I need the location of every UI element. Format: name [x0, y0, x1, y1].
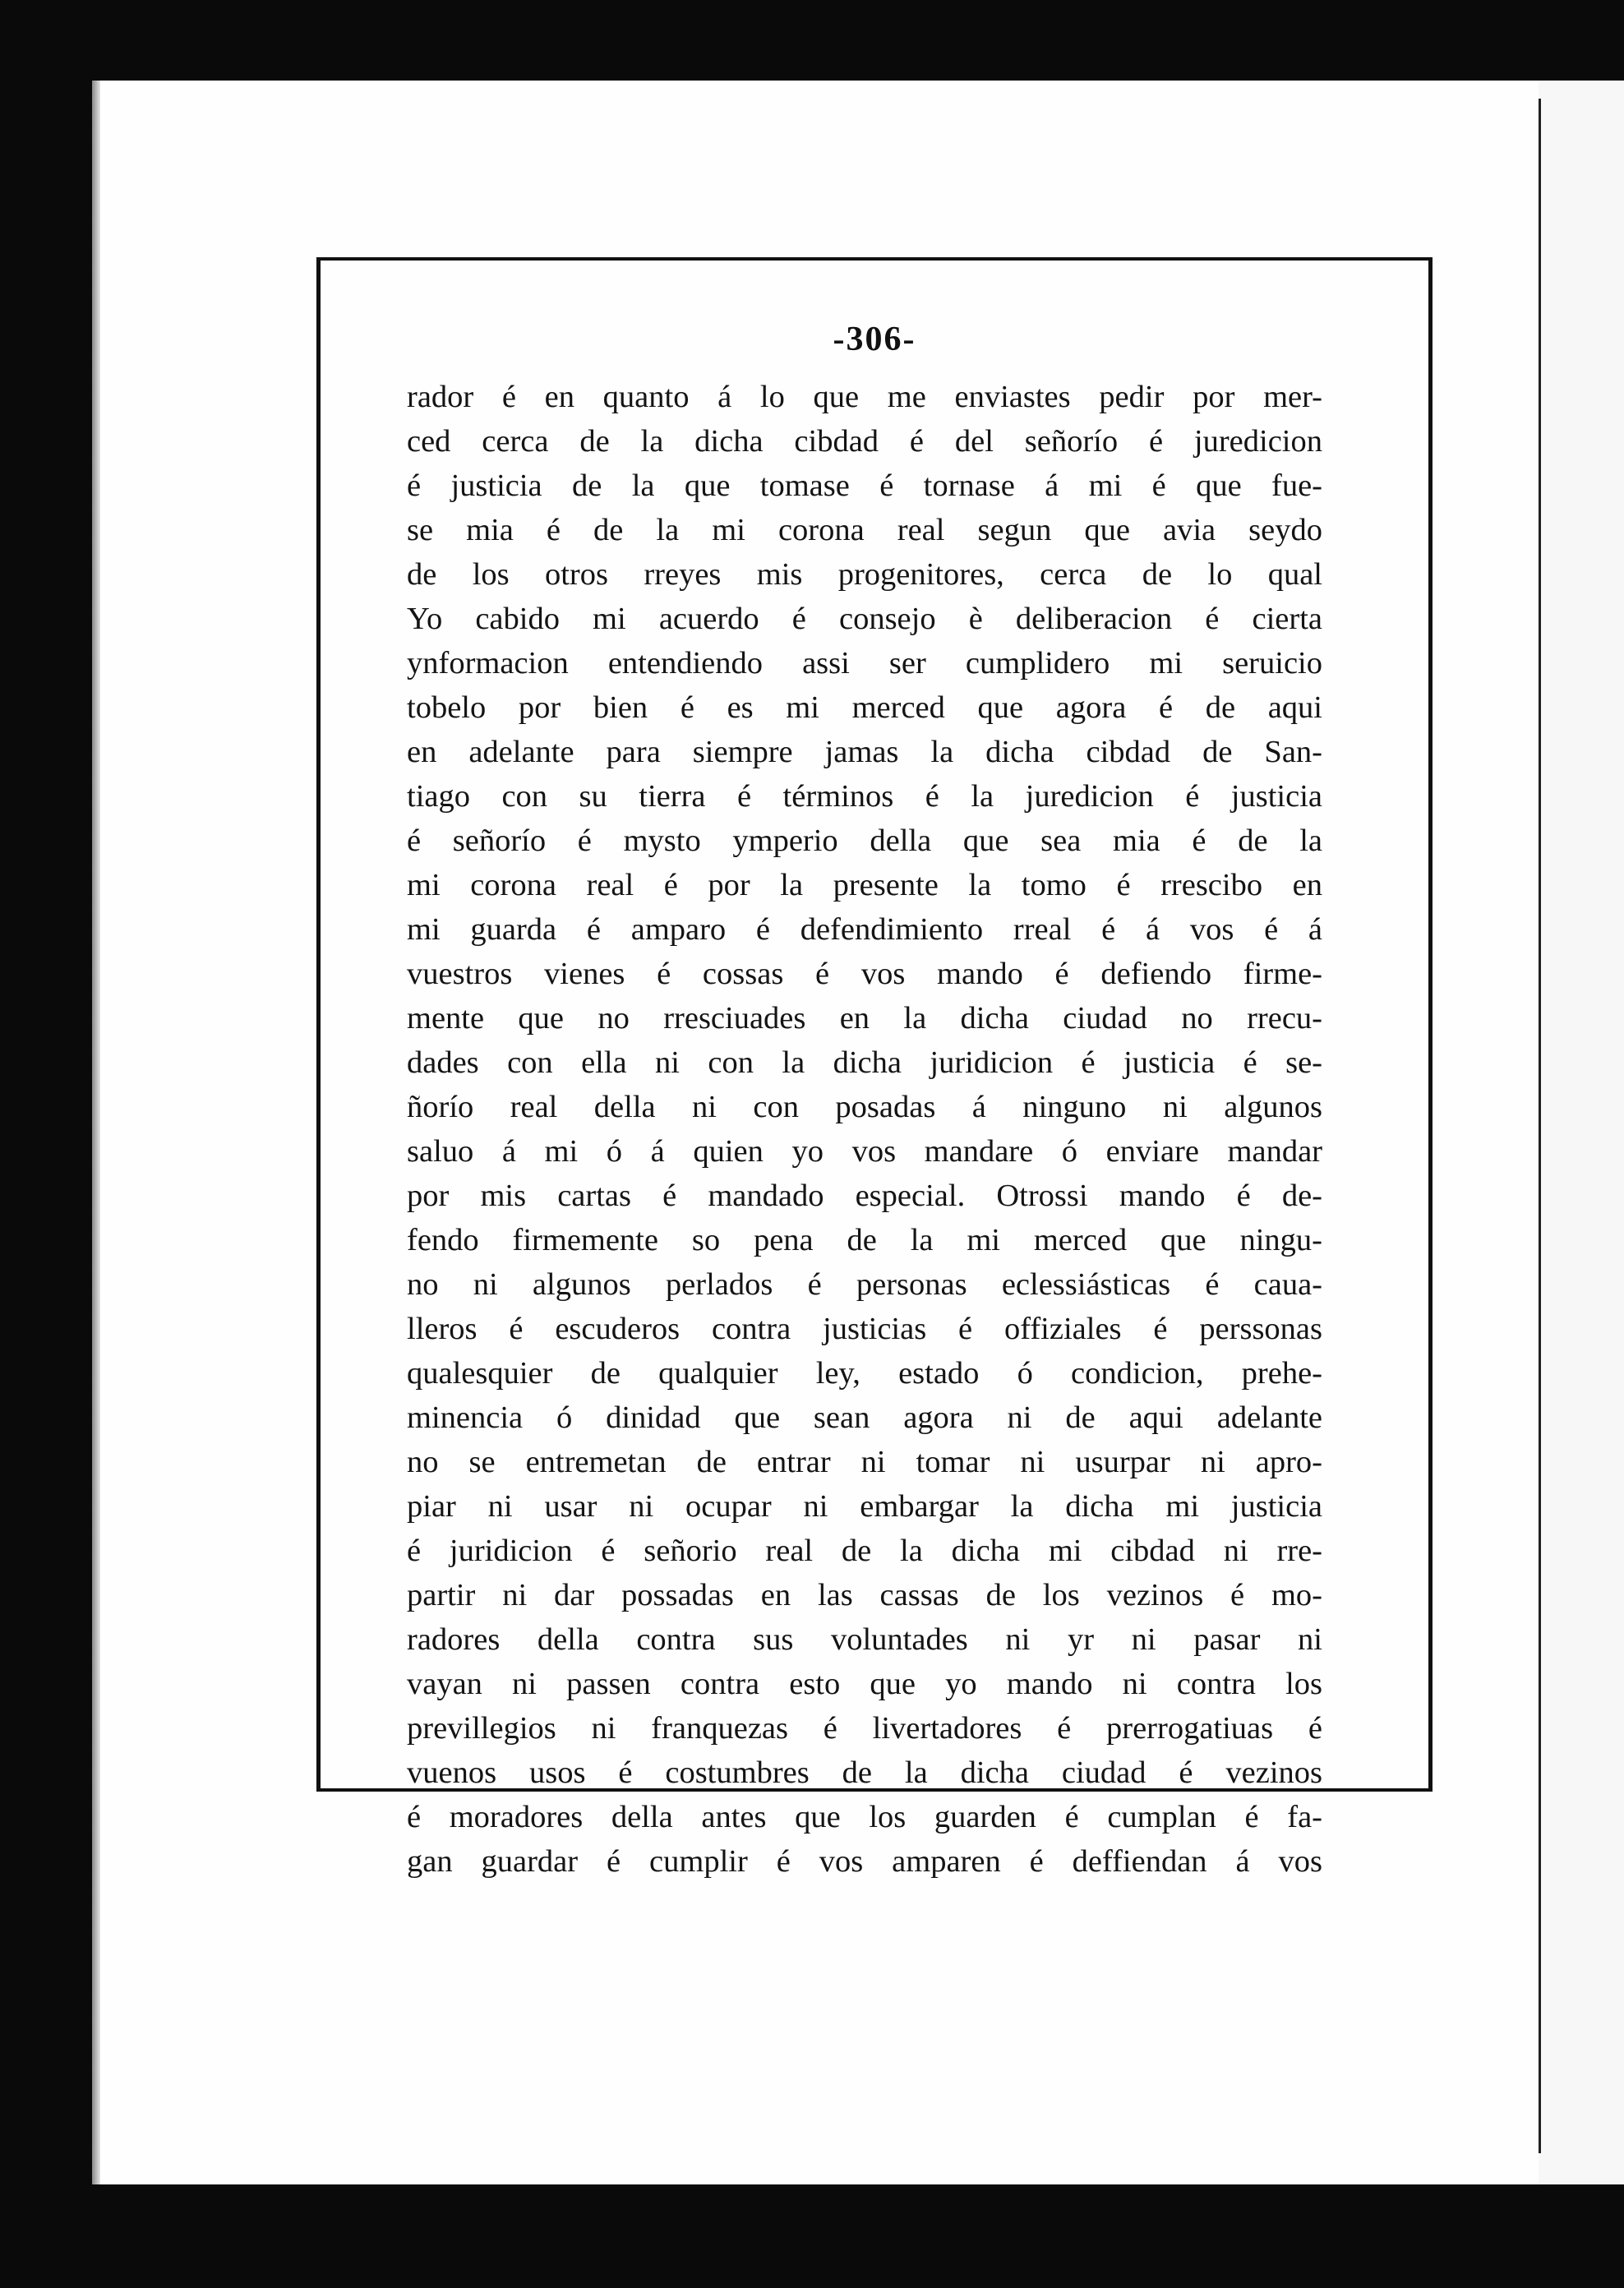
- text-line: previllegios ni franquezas é livertadores é prerrogatiuas é: [407, 1711, 1322, 1746]
- text-line: fendo firmemente so pena de la mi merced que ningu-: [407, 1223, 1322, 1257]
- text-line: mi corona real é por la presente la tomo é rrescibo en: [407, 868, 1322, 902]
- facing-page-edge: [1539, 81, 1624, 2184]
- book-spine-line: [1539, 99, 1541, 2153]
- page-number: -306-: [833, 321, 916, 358]
- text-line: lleros é escuderos contra justicias é offiziales é perssonas: [407, 1312, 1322, 1346]
- text-line: no se entremetan de entrar ni tomar ni usurpar ni apro-: [407, 1445, 1322, 1479]
- text-line: qualesquier de qualquier ley, estado ó condicion, prehe-: [407, 1356, 1322, 1391]
- text-line: é justicia de la que tomase é tornase á mi é que fue-: [407, 468, 1322, 503]
- text-line: é moradores della antes que los guarden é cumplan é fa-: [407, 1800, 1322, 1834]
- text-line: partir ni dar possadas en las cassas de los vezinos é mo-: [407, 1578, 1322, 1612]
- text-line: no ni algunos perlados é personas eclessiásticas é caua-: [407, 1267, 1322, 1302]
- text-frame-border: [316, 257, 1433, 1879]
- text-line: mi guarda é amparo é defendimiento rreal é á vos é á: [407, 912, 1322, 947]
- body-text: [407, 375, 1322, 1884]
- text-line: saluo á mi ó á quien yo vos mandare ó enviare mandar: [407, 1134, 1322, 1169]
- text-line: gan guardar é cumplir é vos amparen é deffiendan á vos: [407, 1844, 1322, 1879]
- text-line: ynformacion entendiendo assi ser cumplidero mi seruicio: [407, 646, 1322, 680]
- text-line: por mis cartas é mandado especial. Otrossi mando é de-: [407, 1179, 1322, 1213]
- text-line: tobelo por bien é es mi merced que agora é de aqui: [407, 690, 1322, 725]
- text-line: vuestros vienes é cossas é vos mando é defiendo firme-: [407, 957, 1322, 991]
- text-line: Yo cabido mi acuerdo é consejo è deliberacion é cierta: [407, 602, 1322, 636]
- text-line: rador é en quanto á lo que me enviastes pedir por mer-: [407, 380, 1322, 414]
- text-line: é señorío é mysto ymperio della que sea mia é de la: [407, 823, 1322, 858]
- page-left-edge: [92, 81, 100, 2184]
- text-line: ced cerca de la dicha cibdad é del señorío é juredicion: [407, 424, 1322, 459]
- text-line: radores della contra sus voluntades ni yr ni pasar ni: [407, 1622, 1322, 1657]
- text-line: é juridicion é señorio real de la dicha mi cibdad ni rre-: [407, 1534, 1322, 1568]
- text-line: piar ni usar ni ocupar ni embargar la dicha mi justicia: [407, 1489, 1322, 1524]
- text-line: vayan ni passen contra esto que yo mando ni contra los: [407, 1667, 1322, 1701]
- text-line: en adelante para siempre jamas la dicha cibdad de San-: [407, 735, 1322, 769]
- text-line: ñorío real della ni con posadas á ninguno ni algunos: [407, 1090, 1322, 1124]
- text-line: minencia ó dinidad que sean agora ni de aqui adelante: [407, 1400, 1322, 1435]
- text-line: vuenos usos é costumbres de la dicha ciudad é vezinos: [407, 1755, 1322, 1790]
- text-line: tiago con su tierra é términos é la juredicion é justicia: [407, 779, 1322, 814]
- text-line: dades con ella ni con la dicha juridicion é justicia é se-: [407, 1045, 1322, 1080]
- text-line: de los otros rreyes mis progenitores, cerca de lo qual: [407, 557, 1322, 592]
- text-line: mente que no rresciuades en la dicha ciudad no rrecu-: [407, 1001, 1322, 1036]
- text-line: se mia é de la mi corona real segun que avia seydo: [407, 513, 1322, 547]
